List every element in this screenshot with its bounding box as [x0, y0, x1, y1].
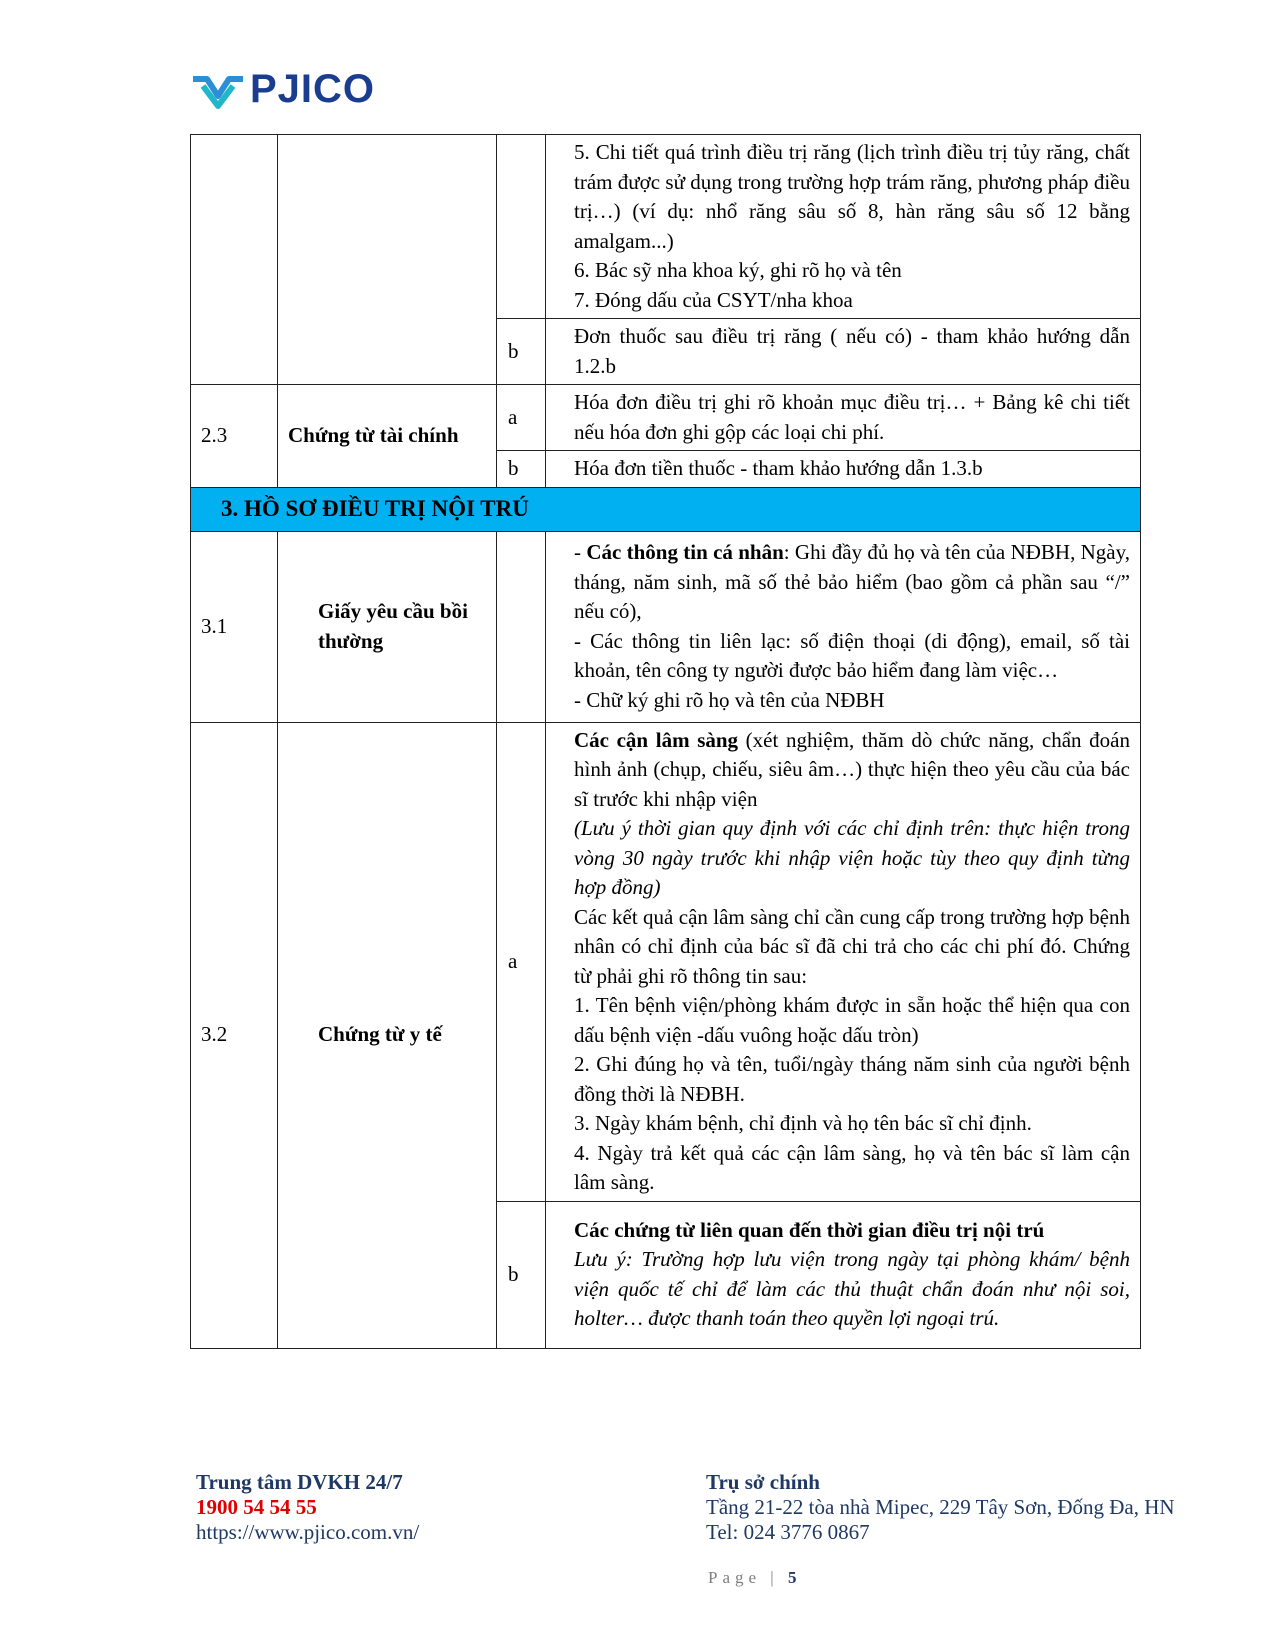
row-number: 3.2	[191, 722, 278, 1348]
dental-prescription-text: Đơn thuốc sau điều trị răng ( nếu có) - tham khảo hướng dẫn 1.2.b	[546, 319, 1141, 385]
paraclinical-label: Các cận lâm sàng	[574, 727, 739, 752]
content-cell	[546, 1201, 1141, 1348]
sub-cell	[497, 531, 546, 722]
content-cell	[546, 531, 1141, 722]
footer-customer-service	[196, 1470, 419, 1545]
pjico-logo-icon	[190, 69, 246, 109]
logo-text: PJICO	[250, 67, 376, 111]
row-title: Chứng từ tài chính	[278, 385, 497, 488]
content-cell	[546, 135, 1141, 319]
section-header-row	[191, 487, 1141, 531]
page-label: Page |	[708, 1568, 779, 1587]
sub-cell	[497, 135, 546, 319]
time-note: (Lưu ý thời gian quy định với các chỉ định trên: thực hiện trong vòng 30 ngày trước khi nhập viện hoặc tùy theo quy định từng hợp đồng)	[574, 816, 1130, 899]
dental-detail-line-6: 6. Bác sỹ nha khoa ký, ghi rõ họ và tên	[574, 258, 902, 282]
pjico-logo	[190, 66, 375, 112]
paraclinical-line	[574, 726, 1130, 815]
paraclinical-text: (xét nghiệm, thăm dò chức năng, chẩn đoán hình ảnh (chụp, chiếu, siêu âm…) thực hiện theo yêu cầu của bác sĩ trước khi nhập viện	[574, 727, 1130, 811]
sub-label: b	[497, 319, 546, 385]
table-row	[191, 135, 1141, 319]
drug-invoice-text: Hóa đơn tiền thuốc - tham khảo hướng dẫn 1.3.b	[546, 451, 1141, 488]
financial-invoice-text: Hóa đơn điều trị ghi rõ khoản mục điều trị… + Bảng kê chi tiết nếu hóa đơn ghi gộp các loại chi phí.	[546, 385, 1141, 451]
list-item: 2. Ghi đúng họ và tên, tuổi/ngày tháng năm sinh của người bệnh đồng thời là NĐBH.	[574, 1052, 1130, 1106]
dental-detail-line-5: 5. Chi tiết quá trình điều trị răng (lịch trình điều trị tủy răng, chất trám được sử dụng trong trường hợp trám răng, phương pháp điều trị…) (ví dụ: nhổ răng sâu số 8, hàn răng sâu số 12 bằng amalgam...)	[574, 140, 1130, 253]
office-phone: Tel: 024 3776 0867	[706, 1520, 870, 1544]
num-cell	[191, 135, 278, 385]
results-paragraph: Các kết quả cận lâm sàng chỉ cần cung cấp trong trường hợp bệnh nhân có chỉ định của bác sĩ đã chi trả cho các chi phí đó. Chứng từ phải ghi rõ thông tin sau:	[574, 904, 1130, 988]
footer-office-title: Trụ sở chính	[706, 1470, 820, 1494]
row-title: Giấy yêu cầu bồi thường	[278, 531, 497, 722]
list-item: 4. Ngày trả kết quả các cận lâm sàng, họ và tên bác sĩ làm cận lâm sàng.	[574, 1140, 1130, 1194]
name-cell	[278, 135, 497, 385]
inpatient-docs-title: Các chứng từ liên quan đến thời gian điều trị nội trú	[574, 1217, 1045, 1242]
personal-info-line	[574, 538, 1130, 627]
table-row	[191, 531, 1141, 722]
page-number	[708, 1568, 796, 1588]
sub-label: a	[497, 385, 546, 451]
dental-detail-line-7: 7. Đóng dấu của CSYT/nha khoa	[574, 287, 853, 312]
bullet-dash: -	[574, 540, 587, 564]
personal-info-label: Các thông tin cá nhân	[586, 540, 784, 564]
row-number: 2.3	[191, 385, 278, 488]
table-row	[191, 722, 1141, 1201]
hotline-number[interactable]: 1900 54 54 55	[196, 1495, 317, 1519]
table-row	[191, 385, 1141, 451]
footer-service-title: Trung tâm DVKH 24/7	[196, 1470, 403, 1494]
list-item: 3. Ngày khám bệnh, chỉ định và họ tên bác sĩ chỉ định.	[574, 1111, 1032, 1135]
sub-label: b	[497, 451, 546, 488]
row-title: Chứng từ y tế	[278, 722, 497, 1348]
list-item: 1. Tên bệnh viện/phòng khám được in sẵn hoặc thể hiện qua con dấu bệnh viện -dấu vuông hoặc dấu tròn)	[574, 993, 1130, 1047]
footer-head-office	[706, 1470, 1175, 1545]
section-title: 3. HỒ SƠ ĐIỀU TRỊ NỘI TRÚ	[191, 487, 1141, 531]
content-cell	[546, 722, 1141, 1201]
contact-info-line: - Các thông tin liên lạc: số điện thoại (di động), email, số tài khoản, tên công ty người được bảo hiểm đang làm việc…	[574, 628, 1130, 682]
sub-label: b	[497, 1201, 546, 1348]
row-number: 3.1	[191, 531, 278, 722]
page-number-value: 5	[787, 1568, 797, 1587]
signature-line: - Chữ ký ghi rõ họ và tên của NĐBH	[574, 687, 885, 712]
office-address: Tầng 21-22 tòa nhà Mipec, 229 Tây Sơn, Đống Đa, HN	[706, 1495, 1175, 1519]
claim-documents-table	[190, 134, 1141, 1349]
sub-label: a	[497, 722, 546, 1201]
website-link[interactable]: https://www.pjico.com.vn/	[196, 1520, 420, 1544]
personal-info-text: : Ghi đầy đủ họ và tên của NĐBH, Ngày, tháng, năm sinh, mã số thẻ bảo hiểm (bao gồm cả phần sau “/” nếu có),	[574, 540, 1131, 623]
inpatient-note: Lưu ý: Trường hợp lưu viện trong ngày tại phòng khám/ bệnh viện quốc tế chỉ để làm các thủ thuật chẩn đoán như nội soi, holter… được thanh toán theo quyền lợi ngoại trú.	[574, 1247, 1130, 1330]
